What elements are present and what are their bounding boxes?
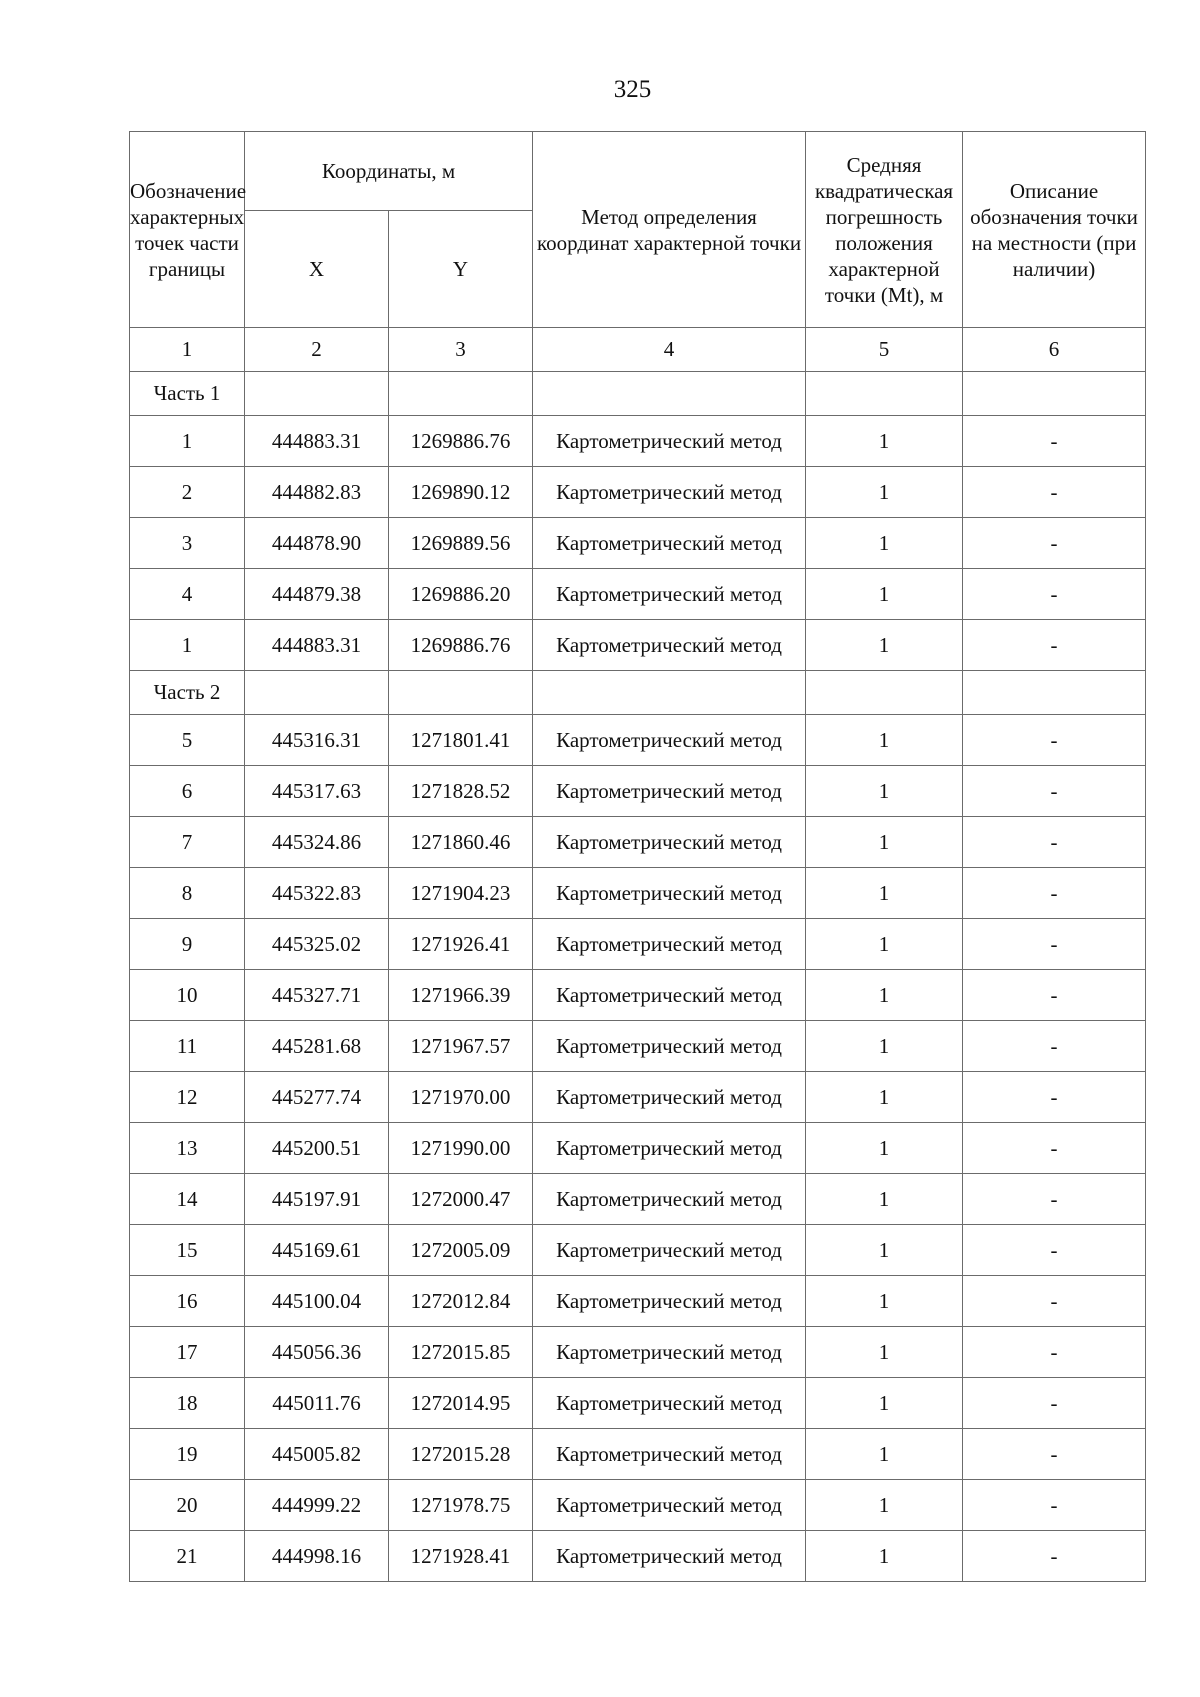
empty-cell <box>389 671 533 715</box>
description-cell: - <box>963 1174 1146 1225</box>
description-cell: - <box>963 766 1146 817</box>
description-cell: - <box>963 1225 1146 1276</box>
y-cell: 1272015.28 <box>389 1429 533 1480</box>
point-cell: 18 <box>130 1378 245 1429</box>
method-cell: Картометрический метод <box>533 1327 806 1378</box>
point-cell: 19 <box>130 1429 245 1480</box>
error-cell: 1 <box>806 868 963 919</box>
x-cell: 445281.68 <box>245 1021 389 1072</box>
method-cell: Картометрический метод <box>533 1429 806 1480</box>
x-cell: 445100.04 <box>245 1276 389 1327</box>
point-cell: 17 <box>130 1327 245 1378</box>
method-cell: Картометрический метод <box>533 1378 806 1429</box>
x-cell: 444998.16 <box>245 1531 389 1582</box>
y-cell: 1271860.46 <box>389 817 533 868</box>
x-cell: 445322.83 <box>245 868 389 919</box>
y-cell: 1271801.41 <box>389 715 533 766</box>
error-cell: 1 <box>806 817 963 868</box>
x-cell: 445005.82 <box>245 1429 389 1480</box>
point-cell: 2 <box>130 467 245 518</box>
table-row <box>130 416 1146 467</box>
description-cell: - <box>963 715 1146 766</box>
method-cell: Картометрический метод <box>533 1072 806 1123</box>
column-number: 6 <box>963 328 1146 372</box>
table-row <box>130 518 1146 569</box>
error-cell: 1 <box>806 1429 963 1480</box>
x-cell: 444882.83 <box>245 467 389 518</box>
method-cell: Картометрический метод <box>533 620 806 671</box>
header-method: Метод определения координат характерной точки <box>533 132 806 328</box>
column-number: 3 <box>389 328 533 372</box>
description-cell: - <box>963 1276 1146 1327</box>
x-cell: 444879.38 <box>245 569 389 620</box>
empty-cell <box>533 671 806 715</box>
table-row <box>130 1174 1146 1225</box>
method-cell: Картометрический метод <box>533 868 806 919</box>
column-number: 2 <box>245 328 389 372</box>
error-cell: 1 <box>806 1123 963 1174</box>
table-row <box>130 620 1146 671</box>
section-row <box>130 671 1146 715</box>
point-cell: 20 <box>130 1480 245 1531</box>
description-cell: - <box>963 817 1146 868</box>
description-cell: - <box>963 919 1146 970</box>
error-cell: 1 <box>806 1021 963 1072</box>
method-cell: Картометрический метод <box>533 970 806 1021</box>
empty-cell <box>245 372 389 416</box>
column-number: 1 <box>130 328 245 372</box>
y-cell: 1272014.95 <box>389 1378 533 1429</box>
table-row <box>130 970 1146 1021</box>
point-cell: 15 <box>130 1225 245 1276</box>
table-row <box>130 766 1146 817</box>
method-cell: Картометрический метод <box>533 467 806 518</box>
point-cell: 12 <box>130 1072 245 1123</box>
y-cell: 1271978.75 <box>389 1480 533 1531</box>
x-cell: 445200.51 <box>245 1123 389 1174</box>
method-cell: Картометрический метод <box>533 919 806 970</box>
description-cell: - <box>963 518 1146 569</box>
table-row <box>130 1327 1146 1378</box>
point-cell: 1 <box>130 416 245 467</box>
section-row <box>130 372 1146 416</box>
section-label: Часть 2 <box>130 671 245 715</box>
point-cell: 8 <box>130 868 245 919</box>
error-cell: 1 <box>806 766 963 817</box>
point-cell: 11 <box>130 1021 245 1072</box>
y-cell: 1271928.41 <box>389 1531 533 1582</box>
header-coordinates: Координаты, м <box>245 132 533 211</box>
header-y: Y <box>389 211 533 328</box>
description-cell: - <box>963 620 1146 671</box>
error-cell: 1 <box>806 1378 963 1429</box>
header-error: Средняя квадратическая погрешность положения характерной точки (Mt), м <box>806 132 963 328</box>
column-numbers-row <box>130 328 1146 372</box>
error-cell: 1 <box>806 919 963 970</box>
table-row <box>130 1480 1146 1531</box>
error-cell: 1 <box>806 1531 963 1582</box>
y-cell: 1269889.56 <box>389 518 533 569</box>
table-row <box>130 1225 1146 1276</box>
x-cell: 444878.90 <box>245 518 389 569</box>
header-description: Описание обозначения точки на местности (при наличии) <box>963 132 1146 328</box>
point-cell: 9 <box>130 919 245 970</box>
empty-cell <box>806 372 963 416</box>
x-cell: 445316.31 <box>245 715 389 766</box>
table-row <box>130 1072 1146 1123</box>
description-cell: - <box>963 1531 1146 1582</box>
section-label: Часть 1 <box>130 372 245 416</box>
page-number: 325 <box>613 76 652 103</box>
point-cell: 14 <box>130 1174 245 1225</box>
y-cell: 1271926.41 <box>389 919 533 970</box>
point-cell: 10 <box>130 970 245 1021</box>
x-cell: 445277.74 <box>245 1072 389 1123</box>
description-cell: - <box>963 1378 1146 1429</box>
description-cell: - <box>963 1072 1146 1123</box>
header-designation: Обозначение характерных точек части границы <box>130 132 245 328</box>
error-cell: 1 <box>806 569 963 620</box>
table-row <box>130 817 1146 868</box>
point-cell: 13 <box>130 1123 245 1174</box>
table-row <box>130 569 1146 620</box>
table-row <box>130 1123 1146 1174</box>
x-cell: 445324.86 <box>245 817 389 868</box>
point-cell: 3 <box>130 518 245 569</box>
table-body <box>130 328 1146 1582</box>
table-row <box>130 715 1146 766</box>
description-cell: - <box>963 416 1146 467</box>
description-cell: - <box>963 569 1146 620</box>
description-cell: - <box>963 1123 1146 1174</box>
method-cell: Картометрический метод <box>533 569 806 620</box>
y-cell: 1271904.23 <box>389 868 533 919</box>
x-cell: 445197.91 <box>245 1174 389 1225</box>
description-cell: - <box>963 1327 1146 1378</box>
method-cell: Картометрический метод <box>533 518 806 569</box>
description-cell: - <box>963 467 1146 518</box>
error-cell: 1 <box>806 970 963 1021</box>
y-cell: 1272015.85 <box>389 1327 533 1378</box>
point-cell: 6 <box>130 766 245 817</box>
header-x: X <box>245 211 389 328</box>
y-cell: 1272005.09 <box>389 1225 533 1276</box>
table-row <box>130 467 1146 518</box>
y-cell: 1271828.52 <box>389 766 533 817</box>
error-cell: 1 <box>806 1480 963 1531</box>
x-cell: 444999.22 <box>245 1480 389 1531</box>
error-cell: 1 <box>806 1174 963 1225</box>
column-number: 5 <box>806 328 963 372</box>
error-cell: 1 <box>806 715 963 766</box>
point-cell: 4 <box>130 569 245 620</box>
method-cell: Картометрический метод <box>533 1123 806 1174</box>
x-cell: 445169.61 <box>245 1225 389 1276</box>
table-row <box>130 1276 1146 1327</box>
error-cell: 1 <box>806 467 963 518</box>
method-cell: Картометрический метод <box>533 715 806 766</box>
method-cell: Картометрический метод <box>533 416 806 467</box>
coordinates-table <box>129 131 1146 1582</box>
table-row <box>130 1378 1146 1429</box>
y-cell: 1269886.76 <box>389 416 533 467</box>
x-cell: 445011.76 <box>245 1378 389 1429</box>
column-number: 4 <box>533 328 806 372</box>
error-cell: 1 <box>806 620 963 671</box>
y-cell: 1272000.47 <box>389 1174 533 1225</box>
error-cell: 1 <box>806 518 963 569</box>
y-cell: 1269886.76 <box>389 620 533 671</box>
description-cell: - <box>963 1429 1146 1480</box>
description-cell: - <box>963 1021 1146 1072</box>
description-cell: - <box>963 868 1146 919</box>
error-cell: 1 <box>806 1327 963 1378</box>
method-cell: Картометрический метод <box>533 1276 806 1327</box>
x-cell: 445056.36 <box>245 1327 389 1378</box>
method-cell: Картометрический метод <box>533 766 806 817</box>
method-cell: Картометрический метод <box>533 1225 806 1276</box>
description-cell: - <box>963 970 1146 1021</box>
x-cell: 445325.02 <box>245 919 389 970</box>
table-row <box>130 1021 1146 1072</box>
y-cell: 1272012.84 <box>389 1276 533 1327</box>
error-cell: 1 <box>806 1276 963 1327</box>
x-cell: 444883.31 <box>245 416 389 467</box>
table-row <box>130 1531 1146 1582</box>
method-cell: Картометрический метод <box>533 1174 806 1225</box>
y-cell: 1271967.57 <box>389 1021 533 1072</box>
point-cell: 7 <box>130 817 245 868</box>
error-cell: 1 <box>806 1072 963 1123</box>
point-cell: 16 <box>130 1276 245 1327</box>
table-row <box>130 1429 1146 1480</box>
point-cell: 21 <box>130 1531 245 1582</box>
empty-cell <box>245 671 389 715</box>
y-cell: 1269890.12 <box>389 467 533 518</box>
empty-cell <box>533 372 806 416</box>
empty-cell <box>806 671 963 715</box>
description-cell: - <box>963 1480 1146 1531</box>
table-row <box>130 919 1146 970</box>
error-cell: 1 <box>806 1225 963 1276</box>
empty-cell <box>389 372 533 416</box>
table-row <box>130 868 1146 919</box>
empty-cell <box>963 372 1146 416</box>
empty-cell <box>963 671 1146 715</box>
error-cell: 1 <box>806 416 963 467</box>
method-cell: Картометрический метод <box>533 1480 806 1531</box>
method-cell: Картометрический метод <box>533 1531 806 1582</box>
x-cell: 444883.31 <box>245 620 389 671</box>
point-cell: 5 <box>130 715 245 766</box>
method-cell: Картометрический метод <box>533 817 806 868</box>
x-cell: 445317.63 <box>245 766 389 817</box>
y-cell: 1271970.00 <box>389 1072 533 1123</box>
y-cell: 1271966.39 <box>389 970 533 1021</box>
y-cell: 1271990.00 <box>389 1123 533 1174</box>
x-cell: 445327.71 <box>245 970 389 1021</box>
y-cell: 1269886.20 <box>389 569 533 620</box>
point-cell: 1 <box>130 620 245 671</box>
method-cell: Картометрический метод <box>533 1021 806 1072</box>
